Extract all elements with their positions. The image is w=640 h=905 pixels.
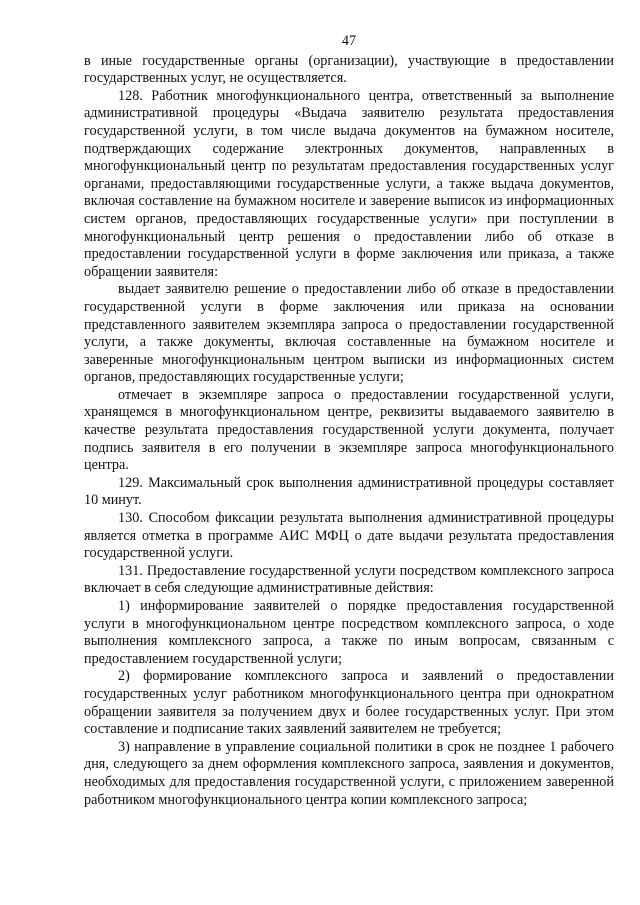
paragraph-131-item-3: 3) направление в управление социальной политики в срок не позднее 1 рабочего дня, следующего за днем оформления комплексного запроса, заявления и документов, необходимых для предоставления государственной услуги, с приложением заверенной работником многофункционального центра копии комплексного запроса; (84, 738, 614, 808)
paragraph-131-item-2: 2) формирование комплексного запроса и заявлений о предоставлении государственных услуг работником многофункционального центра при однократном обращении заявителя за получением двух и более государственных услуг. При этом составление и подписание таких заявлений заявителем не требуется; (84, 668, 614, 738)
paragraph-129: 129. Максимальный срок выполнения административной процедуры составляет 10 минут. (84, 474, 614, 509)
page-number: 47 (341, 33, 357, 49)
paragraph-continuation: в иные государственные органы (организации), участвующие в предоставлении государственных услуг, не осуществляется. (84, 52, 614, 87)
paragraph-128-mark-request: отмечает в экземпляре запроса о предоставлении государственной услуги, хранящемся в многофункциональном центре, реквизиты выдаваемого заявителю в качестве результата предоставления государственной услуги документа, получает подпись заявителя в его получении в экземпляре запроса многофункционального центра. (84, 386, 614, 474)
paragraph-131: 131. Предоставление государственной услуги посредством комплексного запроса включает в себя следующие административные действия: (84, 562, 614, 597)
paragraph-130: 130. Способом фиксации результата выполнения административной процедуры является отметка в программе АИС МФЦ о дате выдачи результата предоставления государственной услуги. (84, 510, 614, 562)
paragraph-128-issue-decision: выдает заявителю решение о предоставлении либо об отказе в предоставлении государственной услуги в форме заключения или приказа на основании представленного заявителем экземпляра запроса о предоставлении государственной услуги, а также документы, включая составленные на бумажном носителе и заверенные многофункциональным центром выписки из информационных систем органов, предоставляющих государственные услуги; (84, 281, 614, 386)
paragraph-131-item-1: 1) информирование заявителей о порядке предоставления государственной услуги в многофункциональном центре посредством комплексного запроса, о ходе выполнения комплексного запроса, а также по иным вопросам, связанным с предоставлением государственной услуги; (84, 598, 614, 667)
document-page (84, 33, 614, 809)
paragraph-128: 128. Работник многофункционального центра, ответственный за выполнение административной процедуры «Выдача заявителю результата предоставления государственной услуги, в том числе выдача документов на бумажном носителе, подтверждающих содержание электронных документов, направленных в многофункциональный центр по результатам предоставления государственных услуг органами, предоставляющими государственные услуги, а также выдача документов, включая составление на бумажном носителе и заверение выписок из информационных систем органов, предоставляющих государственные услуги» при поступлении в многофункциональный центр решения о предоставлении либо об отказе в предоставлении государственной услуги в форме заключения или приказа, а также обращении заявителя: (84, 87, 614, 280)
